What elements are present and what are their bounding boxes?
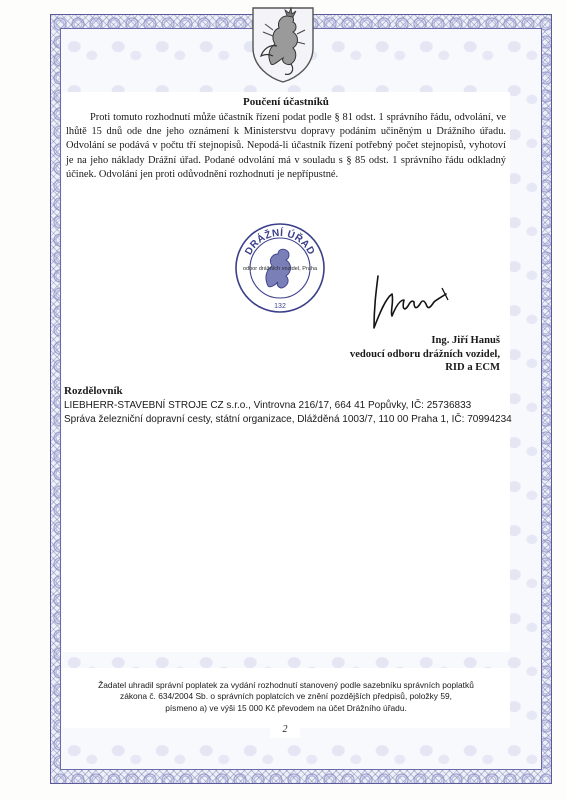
signatory-block xyxy=(300,334,500,375)
recipient-item: Správa železniční dopravní cesty, státní organizace, Dlážděná 1003/7, 110 00 Praha 1, IČ: 70994234 xyxy=(64,414,512,425)
fee-note-line: zákona č. 634/2004 Sb. o správních poplatcích ve znění pozdějších předpisů, položky 59, xyxy=(120,691,452,702)
signatory-name: Ing. Jiří Hanuš xyxy=(431,335,500,346)
distribution-heading: Rozdělovník xyxy=(64,385,123,397)
signatory-role-cont: RID a ECM xyxy=(445,362,500,374)
page-number: 2 xyxy=(282,724,288,735)
instruction-paragraph: Proti tomuto rozhodnutí může účastník řízení podat podle § 81 odst. 1 správního řádu, odvolání, ve lhůtě 15 dnů ode dne jeho oznámení k Ministerstvu dopravy podáním učiněným u Drážního úřadu. Odvolání se podává v počtu tří stejnopisů. Nepodá-li účastník řízení potřebný počet stejnopisů, vyhotoví je na jeho náklady Drážní úřad. Podané odvolání má v souladu s § 85 odst. 1 správního řádu odkladný účinek. Odvolání jen proti odůvodnění rozhodnutí je nepřípustné. xyxy=(66,112,506,180)
fee-note-line: písmeno a) ve výši 15 000 Kč převodem na účet Drážního úřadu. xyxy=(165,702,407,713)
signature-icon xyxy=(362,272,462,332)
fee-note xyxy=(66,680,506,714)
official-stamp-icon xyxy=(234,222,326,314)
stamp-number: 132 xyxy=(274,303,286,310)
signatory-role: vedoucí odboru drážních vozidel, xyxy=(349,348,500,360)
fee-note-line: Žadatel uhradil správní poplatek za vydání rozhodnutí stanovený podle sazebníku správních poplatků xyxy=(98,680,474,690)
recipient-item: LIEBHERR-STAVEBNÍ STROJE CZ s.r.o., Vintrovna 216/17, 664 41 Popůvky, IČ: 25736833 xyxy=(64,400,472,411)
czech-lion-emblem-icon xyxy=(247,4,319,84)
stamp-middle-text: odbor drážních vozidel, Praha xyxy=(242,266,318,272)
stamp-top-text: DRÁŽNÍ ÚŘAD xyxy=(243,227,317,258)
instruction-heading: Poučení účastníků xyxy=(243,96,329,108)
distribution-list xyxy=(64,399,510,427)
